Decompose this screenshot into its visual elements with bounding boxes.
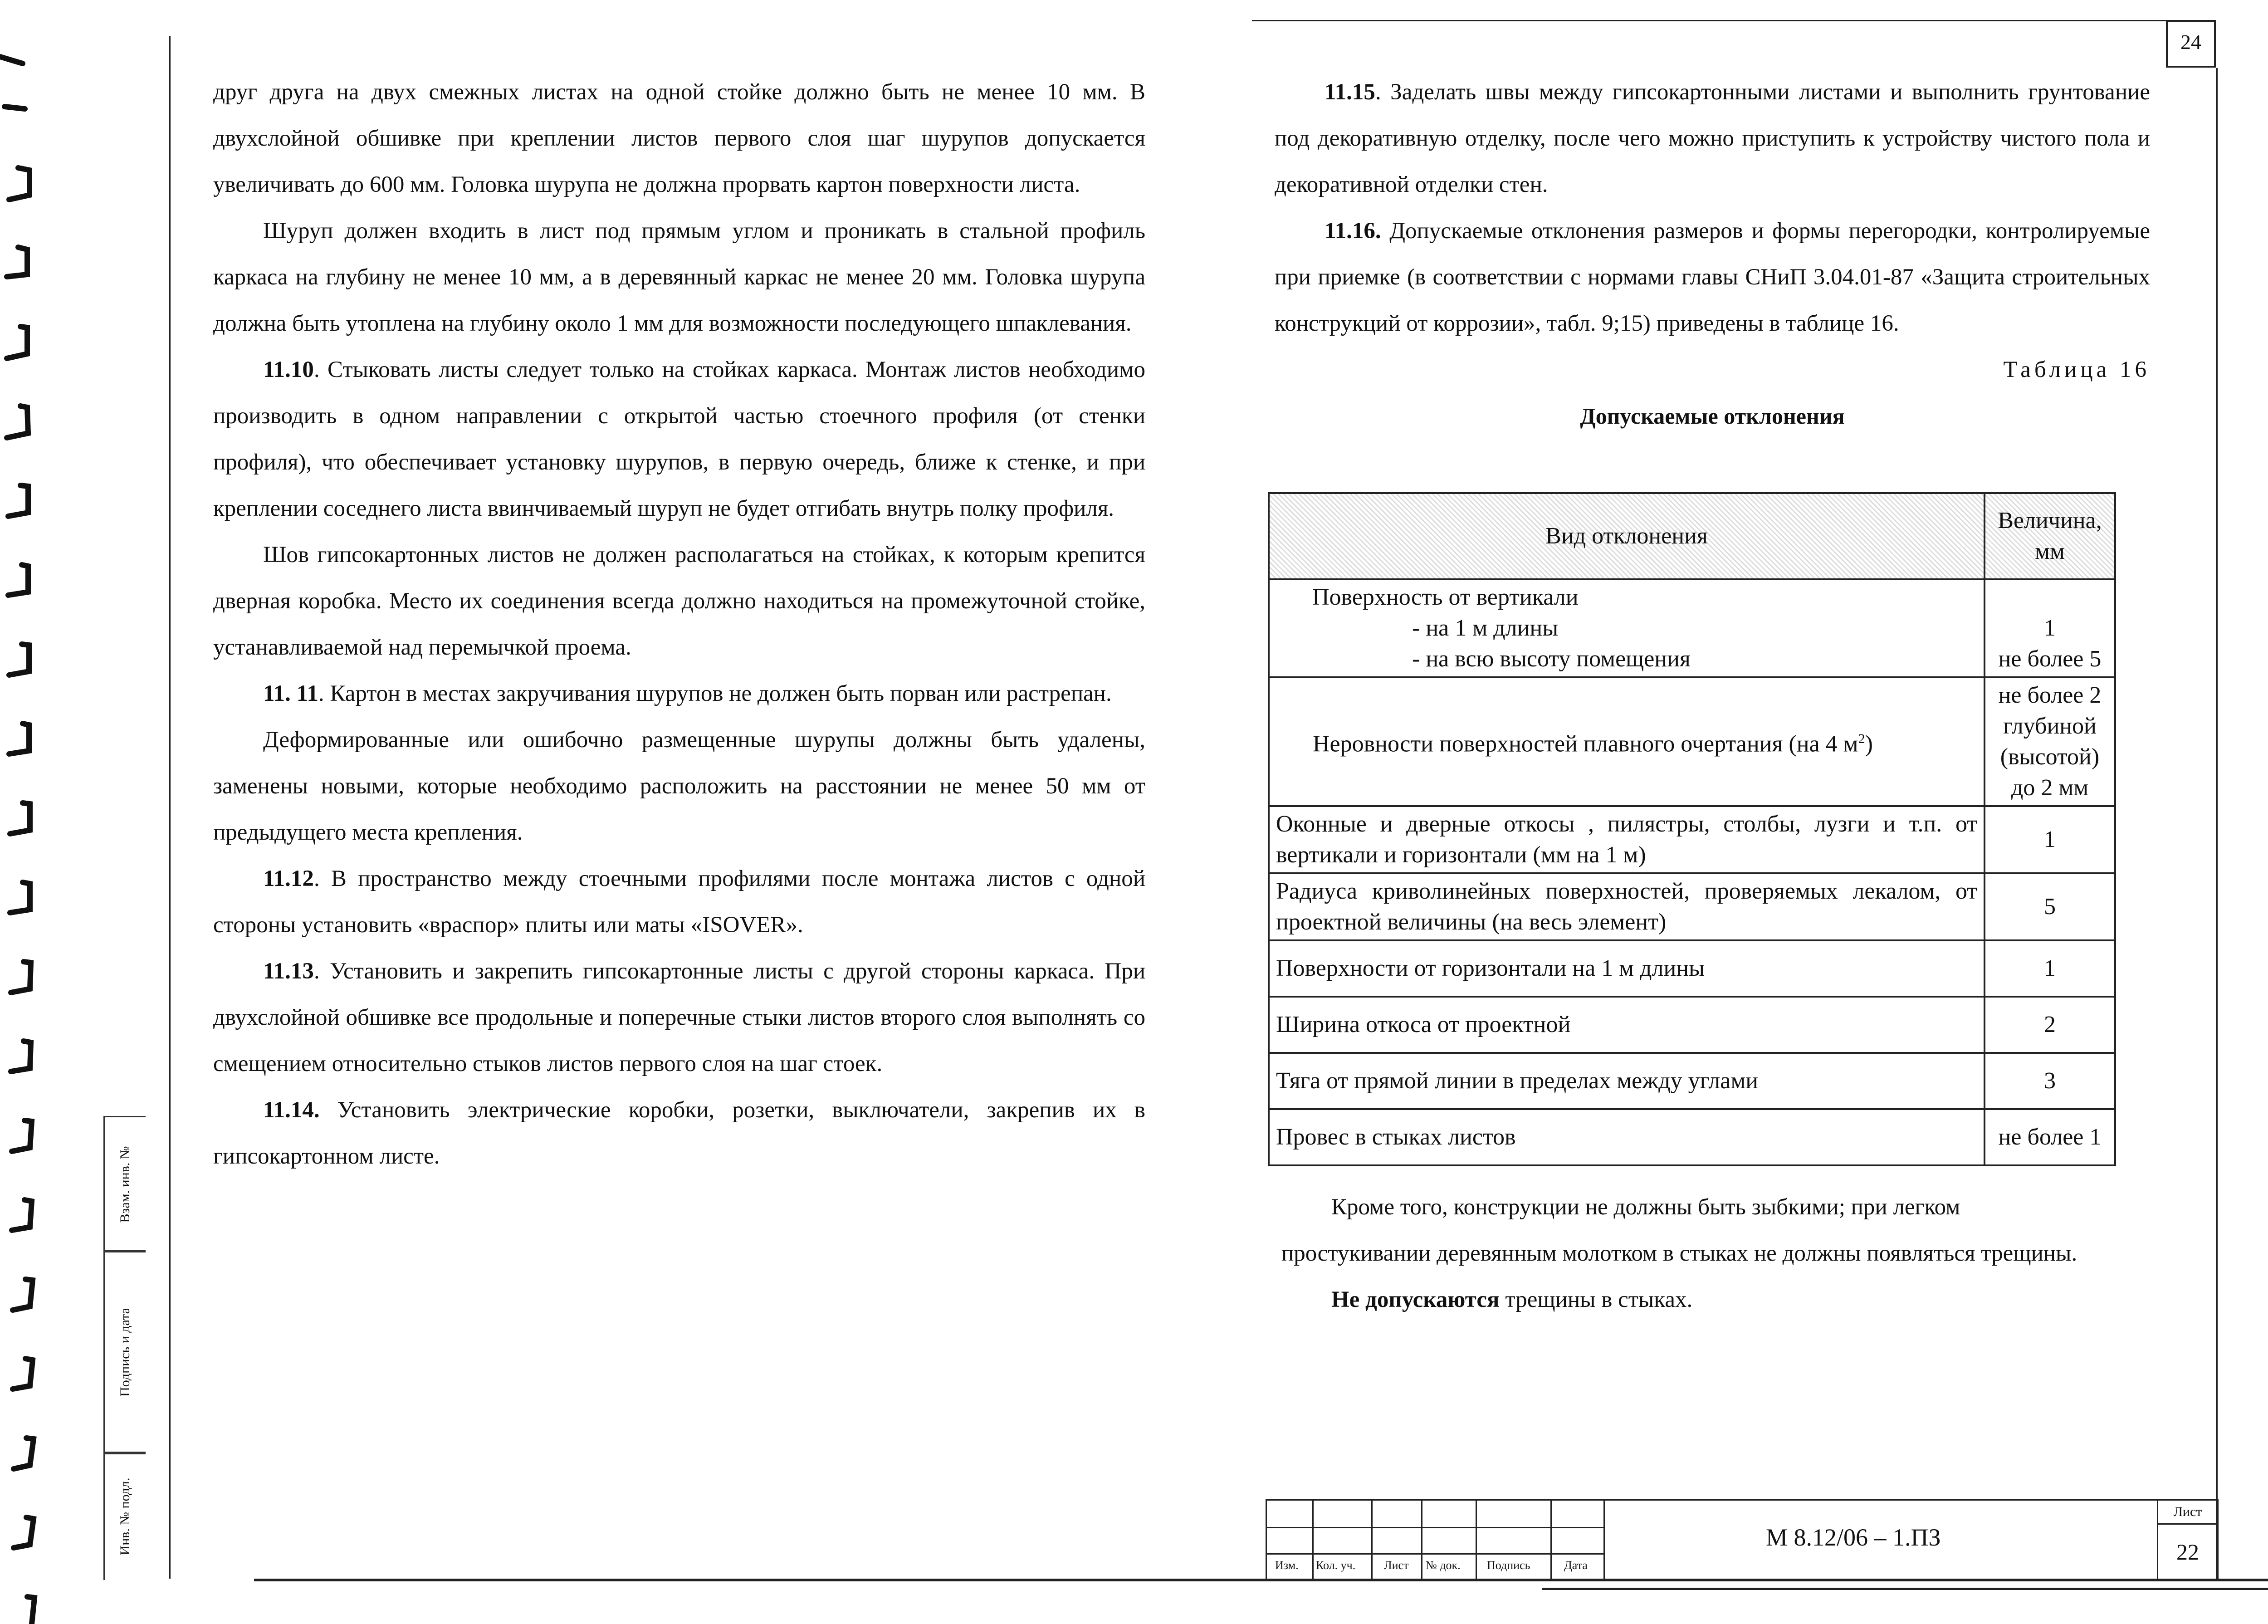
left-paragraph-6: Деформированные или ошибочно размещенные шурупы должны быть удалены, заменены новыми, которые необходимо расположить на расстоянии не менее 50 мм от предыдущего места крепления. [213,727,1145,845]
left-paragraph-7 [213,856,1145,948]
row-value-1: 1 [2044,615,2056,641]
tb-label: № док. [1426,1559,1461,1572]
sheet-label: Лист [2158,1501,2217,1525]
doc-code: М 8.12/06 – 1.ПЗ [1766,1524,1941,1551]
right-paragraph-4 [1281,1277,2107,1323]
row-kind: Тяга от прямой линии в пределах между углами [1269,1053,1984,1109]
row-value-2: не более 5 [1998,646,2102,672]
page-number-box [2166,20,2216,68]
tb-label: Дата [1564,1559,1588,1572]
binder-spiral [0,0,68,1624]
row-title: Поверхность от вертикали [1312,584,1579,610]
stamp-inv-label: Инв. № подл. [117,1477,132,1556]
clause-number: 11.13 [263,959,314,984]
row-kind-text: Неровности поверхностей плавного очертания (на 4 м [1313,731,1858,757]
row-kind [1269,579,1984,677]
clause-text: . Заделать швы между гипсокартонными листами и выполнить грунтование под декоративную отделку, после чего можно приступить к устройству чистого пола и декоративной отделки стен. [1275,79,2150,197]
row-kind [1269,677,1984,806]
table-row [1269,677,2115,806]
row-value [1984,579,2115,677]
clause-text: . В пространство между стоечными профилями после монтажа листов с одной стороны установить «враспор» плиты или маты «ISOVER». [213,866,1145,938]
header-kind: Вид отклонения [1269,493,1984,579]
table-header-row [1269,493,2115,579]
row-kind: Поверхности от горизонтали на 1 м длины [1269,940,1984,997]
row-value: 5 [1984,873,2115,940]
row-kind-sup: 2 [1858,731,1865,747]
right-column-top [1275,69,2150,439]
left-paragraph-3 [213,347,1145,532]
row-value: 1 [1984,806,2115,873]
row-value: 1 [1984,940,2115,997]
frame-left-line [169,36,171,1579]
header-value: Величина, мм [1984,493,2115,579]
frame-bottom-line-2 [1542,1588,2268,1590]
right-column-bottom [1281,1184,2107,1323]
sheet-number: 22 [2176,1539,2199,1565]
clause-text: . Картон в местах закручивания шурупов не должен быть порван или растрепан. [318,681,1112,706]
clause-number: 11.10 [263,357,314,382]
right-paragraph-2 [1275,208,2150,347]
left-paragraph-1: друг друга на двух смежных листах на одной стойке должно быть не менее 10 мм. В двухслойной обшивке при креплении листов первого слоя шаг шурупов допускается увеличивать до 600 мм. Головка шурупа не должна прорвать картон поверхности листа. [213,79,1145,197]
stamp-podpis [103,1250,146,1454]
stamp-podpis-label: Подпись и дата [117,1307,132,1397]
paragraph-text: трещины в стыках. [1499,1287,1693,1312]
row-value: не более 2 глубиной (высотой) до 2 мм [1984,677,2115,806]
tb-row-line [1267,1527,1605,1528]
table-row [1269,806,2115,873]
table-row [1269,1053,2115,1109]
clause-text: . Установить и закрепить гипсокартонные листы с другой стороны каркаса. При двухслойной обшивке все продольные и поперечные стыки листов второго слоя выполнять со смещением относительно стыков листов первого слоя на шаг стоек. [213,959,1145,1076]
table-row [1269,873,2115,940]
clause-number: 11.14. [263,1097,320,1123]
sheet-box [2157,1501,2217,1580]
right-paragraph-1 [1275,69,2150,208]
row-sub: - на всю высоту помещения [1412,646,1691,672]
row-value: не более 1 [1984,1109,2115,1165]
left-column [213,69,1145,1179]
emphasis-text: Не допускаются [1331,1287,1500,1312]
left-paragraph-8 [213,948,1145,1087]
right-paragraph-3: Кроме того, конструкции не должны быть зыбкими; при легком простукивании деревянным молотком в стыках не должны появляться трещины. [1281,1194,2077,1266]
left-paragraph-9 [213,1087,1145,1179]
tb-label: Кол. уч. [1316,1559,1356,1572]
clause-text: Установить электрические коробки, розетки, выключатели, закрепив их в гипсокартонном листе. [213,1097,1145,1169]
left-paragraph-2: Шуруп должен входить в лист под прямым углом и проникать в стальной профиль каркаса на глубину не менее 10 мм, а в деревянный каркас не менее 20 мм. Головка шурупа должна быть утоплена на глубину около 1 мм для возможности последующего шпаклевания. [213,218,1145,336]
page-number-top: 24 [2180,30,2201,54]
clause-text: Допускаемые отклонения размеров и формы перегородки, контролируемые при приемке (в соответствии с нормами главы СНиП 3.04.01-87 «Защита строительных конструкций от коррозии», табл. 9;15) приведены в таблице 16. [1275,218,2150,336]
table-row [1269,997,2115,1053]
table-row [1269,1109,2115,1165]
row-kind: Ширина откоса от проектной [1269,997,1984,1053]
clause-number: 11.15 [1325,79,1375,105]
left-paragraph-4: Шов гипсокартонных листов не должен располагаться на стойках, к которым крепится дверная коробка. Место их соединения всегда должно находиться на промежуточной стойке, устанавливаемой над перемычкой проема. [213,542,1145,660]
deviations-table [1268,492,2116,1166]
tb-label: Подпись [1487,1559,1530,1572]
tb-label: Лист [1384,1559,1409,1572]
stamp-vzam-label: Взам. инв. № [117,1145,132,1223]
title-block [1266,1499,2219,1581]
row-kind: Радиуса криволинейных поверхностей, проверяемых лекалом, от проектной величины (на весь элемент) [1269,873,1984,940]
clause-number: 11.16. [1325,218,1381,244]
stamp-inv [103,1452,146,1580]
frame-top-line [1252,20,2173,21]
left-paragraph-5 [213,670,1145,717]
clause-number: 11. 11 [263,681,318,706]
row-kind: Провес в стыках листов [1269,1109,1984,1165]
tb-label: Изм. [1275,1559,1299,1572]
table-title: Допускаемые отклонения [1580,403,1845,429]
table-row [1269,579,2115,677]
tb-row-line [1267,1553,1605,1555]
clause-text: . Стыковать листы следует только на стойках каркаса. Монтаж листов необходимо производить в одном направлении с открытой частью стоечного профиля (от стенки профиля), что обеспечивает установку шурупов, в первую очередь, ближе к стенке, и при креплении соседнего листа ввинчиваемый шуруп не будет отгибать внутрь полку профиля. [213,357,1145,521]
stamp-vzam [103,1116,146,1252]
table-row [1269,940,2115,997]
table-number: Таблица 16 [2003,357,2150,382]
row-sub: - на 1 м длины [1412,615,1559,641]
row-kind: Оконные и дверные откосы , пилястры, столбы, лузги и т.п. от вертикали и горизонтали (мм на 1 м) [1269,806,1984,873]
row-value: 2 [1984,997,2115,1053]
frame-right-line [2216,68,2218,1579]
clause-number: 11.12 [263,866,314,891]
row-value: 3 [1984,1053,2115,1109]
row-kind-tail: ) [1865,731,1873,757]
